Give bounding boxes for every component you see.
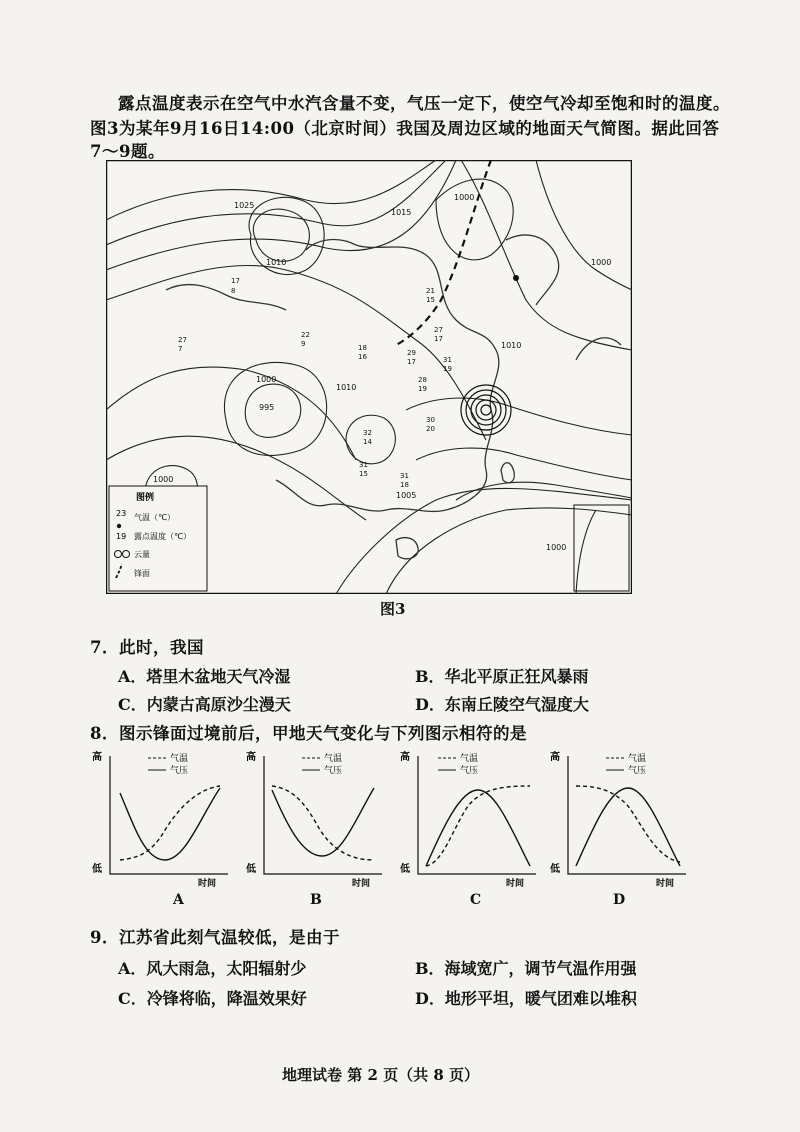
- svg-text:17: 17: [434, 335, 443, 343]
- weather-map: [106, 160, 632, 594]
- q7-option-b[interactable]: B．华北平原正狂风暴雨: [415, 667, 589, 686]
- q7-option-d[interactable]: D．东南丘陵空气湿度大: [415, 695, 589, 714]
- svg-text:时间: 时间: [352, 879, 371, 888]
- svg-text:气温: 气温: [628, 754, 647, 764]
- svg-text:19: 19: [418, 385, 427, 393]
- svg-text:1000: 1000: [153, 475, 174, 484]
- svg-text:时间: 时间: [198, 879, 217, 888]
- svg-text:高: 高: [550, 752, 560, 763]
- svg-text:1010: 1010: [266, 258, 287, 267]
- svg-text:时间: 时间: [506, 879, 525, 888]
- svg-text:29: 29: [407, 349, 416, 357]
- svg-text:31: 31: [359, 461, 368, 469]
- svg-text:气温: 气温: [324, 754, 343, 764]
- svg-text:1010: 1010: [336, 383, 357, 392]
- svg-text:气温: 气温: [170, 754, 189, 764]
- svg-text:1010: 1010: [501, 341, 522, 350]
- chart-a-label: A: [173, 892, 184, 908]
- svg-text:18: 18: [400, 481, 409, 489]
- chart-c-label: C: [470, 892, 482, 908]
- q8-stem: 8．图示锋面过境前后，甲地天气变化与下列图示相符的是: [90, 724, 527, 743]
- svg-text:气压: 气压: [170, 766, 189, 776]
- svg-text:15: 15: [359, 470, 368, 478]
- svg-text:1000: 1000: [256, 375, 277, 384]
- svg-text:气压: 气压: [628, 766, 647, 776]
- svg-text:气压: 气压: [324, 766, 343, 776]
- page-footer: 地理试卷 第 2 页（共 8 页）: [282, 1066, 479, 1084]
- svg-text:14: 14: [363, 438, 372, 446]
- svg-text:15: 15: [426, 296, 435, 304]
- q9-option-b[interactable]: B．海域宽广，调节气温作用强: [415, 959, 637, 978]
- svg-text:19: 19: [116, 532, 127, 541]
- svg-text:1025: 1025: [234, 201, 255, 210]
- svg-text:17: 17: [231, 277, 240, 285]
- station-jia: [513, 275, 519, 281]
- svg-text:31: 31: [443, 356, 452, 364]
- svg-text:27: 27: [178, 336, 187, 344]
- svg-text:露点温度（℃）: 露点温度（℃）: [134, 532, 191, 541]
- intro-line-3: 7～9题。: [90, 142, 165, 161]
- q9-option-a[interactable]: A．风大雨急，太阳辐射少: [118, 959, 307, 978]
- svg-text:低: 低: [92, 864, 102, 875]
- svg-text:7: 7: [178, 345, 183, 353]
- intro-line-1: 露点温度表示在空气中水汽含量不变，气压一定下，使空气冷却至饱和时的温度。: [118, 94, 730, 113]
- svg-text:高: 高: [400, 752, 410, 763]
- svg-text:低: 低: [246, 864, 256, 875]
- map-legend: [109, 486, 207, 591]
- svg-text:20: 20: [426, 425, 435, 433]
- svg-text:气温（℃）: 气温（℃）: [134, 513, 175, 522]
- svg-text:1000: 1000: [591, 258, 612, 267]
- svg-text:995: 995: [259, 403, 275, 412]
- q9-option-c[interactable]: C．冷锋将临，降温效果好: [118, 989, 307, 1008]
- svg-text:高: 高: [92, 752, 102, 763]
- figure-caption: 图3: [380, 600, 406, 618]
- q7-option-c[interactable]: C．内蒙古高原沙尘漫天: [118, 695, 291, 714]
- svg-text:时间: 时间: [656, 879, 675, 888]
- svg-text:21: 21: [426, 287, 435, 295]
- svg-text:1005: 1005: [396, 491, 417, 500]
- svg-text:1015: 1015: [391, 208, 412, 217]
- svg-text:图例: 图例: [136, 493, 155, 503]
- svg-text:22: 22: [301, 331, 310, 339]
- q7-stem: 7．此时，我国: [90, 638, 204, 657]
- svg-text:8: 8: [231, 287, 236, 295]
- svg-text:18: 18: [358, 344, 367, 352]
- svg-text:16: 16: [358, 353, 367, 361]
- svg-text:气压: 气压: [460, 766, 479, 776]
- chart-b-label: B: [310, 892, 322, 908]
- chart-d[interactable]: [548, 748, 688, 888]
- svg-text:31: 31: [400, 472, 409, 480]
- svg-text:1000: 1000: [546, 543, 567, 552]
- svg-text:19: 19: [443, 365, 452, 373]
- q7-option-a[interactable]: A．塔里木盆地天气冷湿: [118, 667, 291, 686]
- svg-text:17: 17: [407, 358, 416, 366]
- svg-text:低: 低: [400, 864, 410, 875]
- svg-text:27: 27: [434, 326, 443, 334]
- svg-text:锋面: 锋面: [134, 569, 150, 578]
- svg-text:高: 高: [246, 752, 256, 763]
- chart-a[interactable]: [90, 748, 230, 888]
- chart-d-label: D: [613, 892, 626, 908]
- intro-line-2: 图3为某年9月16日14:00（北京时间）我国及周边区域的地面天气简图。据此回答: [90, 119, 720, 138]
- svg-text:32: 32: [363, 429, 372, 437]
- chart-b[interactable]: [244, 748, 384, 888]
- q9-stem: 9．江苏省此刻气温较低，是由于: [90, 928, 340, 947]
- svg-text:30: 30: [426, 416, 435, 424]
- svg-text:低: 低: [550, 864, 560, 875]
- svg-text:28: 28: [418, 376, 427, 384]
- svg-text:23: 23: [116, 509, 127, 518]
- svg-text:1000: 1000: [454, 193, 475, 202]
- svg-text:气温: 气温: [460, 754, 479, 764]
- chart-c[interactable]: [398, 748, 538, 888]
- svg-text:9: 9: [301, 340, 306, 348]
- q9-option-d[interactable]: D．地形平坦，暖气团难以堆积: [415, 989, 637, 1008]
- svg-text:云量: 云量: [134, 550, 150, 559]
